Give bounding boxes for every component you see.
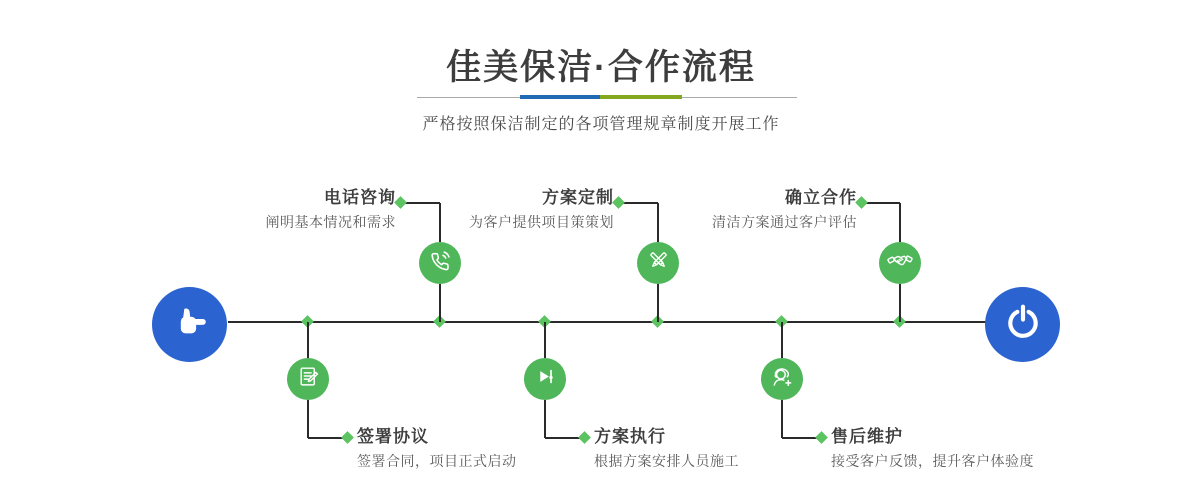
- timeline-end-node: [985, 287, 1060, 362]
- phone-icon: [428, 248, 453, 278]
- step-plan-custom-node: [637, 242, 679, 284]
- step-title: 方案定制: [542, 188, 614, 207]
- step-sign-agreement-node: [287, 358, 329, 400]
- step-desc: 为客户提供项目策策划: [469, 214, 614, 230]
- label-diamond: [394, 196, 407, 209]
- step-confirm-coop: [712, 188, 857, 230]
- connector-line: [657, 284, 659, 322]
- connector-line: [403, 202, 440, 204]
- connector-line: [307, 322, 309, 358]
- label-diamond: [815, 431, 828, 444]
- connector-line: [544, 322, 546, 358]
- step-plan-execute: [594, 427, 739, 469]
- step-desc: 接受客户反馈，提升客户体验度: [831, 453, 1034, 469]
- page-subtitle: 严格按照保洁制定的各项管理规章制度开展工作: [422, 116, 780, 133]
- play-slider-icon: [533, 364, 558, 394]
- connector-line: [544, 400, 546, 438]
- connector-line: [439, 203, 441, 242]
- divider-green-segment: [600, 95, 682, 99]
- step-title: 售后维护: [831, 427, 903, 446]
- step-title: 方案执行: [594, 427, 666, 446]
- divider-blue-segment: [520, 95, 600, 99]
- step-confirm-coop-node: [879, 242, 921, 284]
- label-diamond: [341, 431, 354, 444]
- power-icon: [1003, 302, 1043, 347]
- handshake-icon: [887, 248, 913, 279]
- step-desc: 签署合同，项目正式启动: [357, 453, 517, 469]
- page-title: 佳美保洁·合作流程: [446, 48, 756, 87]
- connector-line: [308, 437, 344, 439]
- label-diamond: [612, 196, 625, 209]
- step-title: 电话咨询: [324, 188, 396, 207]
- connector-line: [657, 203, 659, 242]
- step-plan-execute-node: [524, 358, 566, 400]
- connector-line: [899, 284, 901, 322]
- connector-line: [307, 400, 309, 438]
- step-after-sales: [831, 427, 1034, 469]
- step-desc: 清洁方案通过客户评估: [712, 214, 857, 230]
- step-title: 签署协议: [357, 427, 429, 446]
- connector-line: [781, 400, 783, 438]
- headset-person-icon: [769, 364, 795, 395]
- connector-line: [899, 203, 901, 242]
- connector-line: [622, 202, 658, 204]
- step-phone-consult-node: [419, 242, 461, 284]
- connector-line: [781, 322, 783, 358]
- step-sign-agreement: [357, 427, 517, 469]
- step-title: 确立合作: [785, 188, 857, 207]
- step-plan-custom: [469, 188, 614, 230]
- connector-line: [865, 202, 900, 204]
- connector-line: [545, 437, 581, 439]
- label-diamond: [578, 431, 591, 444]
- pointing-hand-icon: [169, 301, 211, 348]
- step-after-sales-node: [761, 358, 803, 400]
- timeline-line: [228, 321, 986, 323]
- crossed-pencils-icon: [646, 248, 671, 278]
- step-desc: 阐明基本情况和需求: [265, 214, 396, 230]
- document-pen-icon: [296, 364, 321, 394]
- connector-line: [439, 284, 441, 322]
- step-phone-consult: [266, 188, 397, 230]
- step-desc: 根据方案安排人员施工: [594, 453, 739, 469]
- timeline-start-node: [152, 287, 227, 362]
- connector-line: [782, 437, 818, 439]
- label-diamond: [855, 196, 868, 209]
